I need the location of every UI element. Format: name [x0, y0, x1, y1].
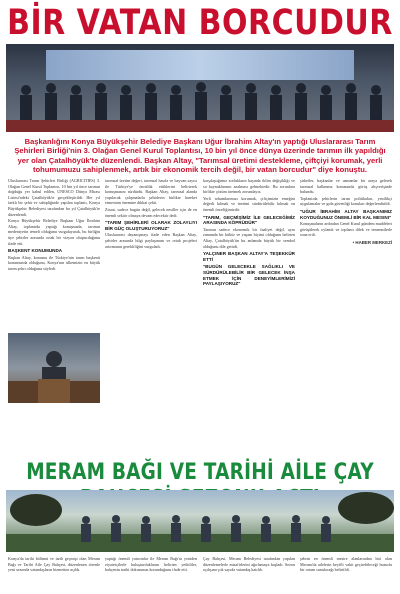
subheading: BAŞKENT KONUMUNDA	[8, 248, 63, 254]
bottom-article-columns	[0, 556, 400, 594]
conference-group-photo	[6, 44, 394, 132]
paragraph: Yerli tohumlarımızı korumak, çiftçimizin emeğini değerli kılmak ve üretimi sürdürülebilir kılmak en önemli önceliğimizdir.	[203, 195, 295, 212]
subheading: "TARIM, GEÇMİŞİMİZ İLE GELECEĞİMİZ ARASINDA KÖPRÜDÜR"	[203, 214, 295, 226]
paragraph: şirketler, başkanlar ve uzmanlar bir araya gelerek tarımsal kalkınma konusunda görüş alışverişinde bulundu.	[300, 178, 392, 195]
speaker-silhouette	[8, 333, 100, 403]
paragraph: Uluslararası Tarım Şehirleri Birliği (AGRICITIES) 3. Olağan Genel Kurul Toplantısı, 10 bin yıl önce tarımın doğduğu yer kabul edilen, UNESCO Dünya Mirası Listesi'ndeki Çatalhöyük'te gerçekleştirildi. Her yıl farklı bir şehir ev sahipliğinde yapılan toplantı, Konya Büyükşehir Belediyesi tarafından bu yıl Çatalhöyük'te düzenlendi.	[8, 178, 100, 217]
article-columns	[0, 178, 400, 460]
bottom-column-4: şehrin en önemli mesire alanlarından biri olan Meram'da ailelerin keyifli vakit geçirebileceği huzurlu bir ortam sunulacağı belirtildi.	[300, 556, 392, 573]
paragraph: tarımsal üretim değeri, tarımsal hasıla ve hayvan sayısı ile Türkiye'ye öncülük ettiklerini belirterek konuşmasını sürdürdü. Başkan Altay, tarımsal alanda yapılacak çalışmalarla şehirlerin birlikte hareket etmesinin önemine dikkat çekti.	[105, 178, 197, 206]
inset-speech-photo	[8, 333, 100, 403]
subheading: "TARIM ŞEHİRLERİ OLARAK ZOLAYLIYI BİR GÜÇ OLUŞTURUYORUZ"	[105, 220, 197, 231]
paragraph: Konuşmaların ardından Genel Kurul gündem maddeleri görüşülerek oylandı ve toplantı dilek ve temennilerle sona erdi.	[300, 221, 392, 238]
article-column-3	[203, 178, 295, 460]
subheading: "BUGÜN GELECEKLE SAĞLIKLI VE SÜRDÜRÜLEBİLİR BİR GELECEK İNŞA ETMEK İÇİN DENEYİMLERİMİZİ PAYLAŞIYORUZ"	[203, 264, 295, 287]
bottom-column-2: yaptığı önemli yatırımlar ile Meram Bağı'nı yeniden ziyaretçilerle buluşturduklarını belirten yetkililer, bahçenin tarihi dokusunun korunduğunu ifade etti.	[105, 556, 197, 573]
paragraph: Tarımın sadece ekonomik bir faaliyet değil, aynı zamanda bir kültür ve yaşam biçimi olduğunu belirten Altay, Çatalhöyük'ün bu anlamda büyük bir sembol olduğunu dile getirdi.	[203, 226, 295, 249]
lede-paragraph: Başkanlığını Konya Büyükşehir Belediye Başkanı Uğur İbrahim Altay'ın yaptığı Uluslararası Tarım Şehirleri Birliği'nin 3. Olağan Genel Kurul Toplantısı, 10 bin yıl önce dünya üzerinde tarımın ilk yapıldığı yer olan Çatalhöyük'te düzenlendi. Başkan Altay, "Tarımsal üretimi destekleme, çiftçiyi korumak, yerli tohumumuzu sahiplenmek, artık bir ekonomik tercih değil, bir vatan borcudur" diye konuştu.	[14, 137, 386, 175]
subheading: "UĞUR İBRAHİM ALTAY BAŞKANIMIZ KOYDUĞUNUZ ÖNEMLİ BİR KAL MESINI"	[300, 208, 392, 220]
tea-garden-photo	[6, 490, 394, 552]
subheading: YALÇINER BAŞKAN ALTAY'A TEŞEKKÜR ETTİ	[203, 251, 295, 262]
paragraph: karşılaştığımız zorlukların başında iklim değişikliği ve su kaynaklarının azalması gelmektedir. Bu sorunlara birlikte çözüm üretmek zorundayız.	[203, 178, 295, 195]
bottom-column-3: Çay Bahçesi, Meram Belediyesi tarafından yapılan düzenlemelerle misafirlerini ağırlamaya başladı. Sezon açılışına çok sayıda vatandaş katıldı.	[203, 556, 295, 573]
paragraph: Uluslararası dayanışmayı ifade eden Başkan Altay, şehirler arasında bilgi paylaşımını ve ortak projeleri artırmanın gerekliliğini vurguladı.	[105, 232, 197, 249]
second-headline: MERAM BAĞI VE TARİHİ AİLE ÇAY	[26, 460, 374, 486]
main-headline: BİR VATAN BORCUDUR	[7, 2, 393, 44]
paragraph: Konya Büyükşehir Belediye Başkanı Uğur İbrahim Altay, toplantıda yaptığı konuşmada, tarımın medeniyetin temeli olduğunu vurgulayarak, bu birliğin üye şehirler arasında ortak bir vizyon oluşturduğunu ifade etti.	[8, 218, 100, 246]
article-column-4	[300, 178, 392, 460]
paragraph: Başkan Altay, konumu ile Türkiye'nin tarım başkenti konumunda olduğunu, Konya'nın ülkemizin en büyük tarım şehri olduğunu söyledi.	[8, 254, 100, 271]
article-column-2	[105, 178, 197, 460]
paragraph: Toplantıda şehirlerin tarım politikaları, yenilikçi uygulamalar ve gıda güvenliği konuları değerlendirildi.	[300, 195, 392, 207]
article-column-1	[8, 178, 100, 460]
bottom-column-1: Konya'da tarihi bölümü ve tarih geçmişi olan Meram Bağı ve Tarihi Aile Çay Bahçesi, düzenlenen törenle yeni sezonda vatandaşların hizmetine açıldı.	[8, 556, 100, 573]
paragraph: Ziraat, sadece bugün değil, gelecek nesiller için de en önemli sektör olmaya devam edecektir dedi.	[105, 206, 197, 218]
byline: • HABER MERKEZİ	[352, 239, 392, 245]
tea-garden-crowd	[6, 490, 394, 552]
stage-floor	[6, 120, 394, 132]
